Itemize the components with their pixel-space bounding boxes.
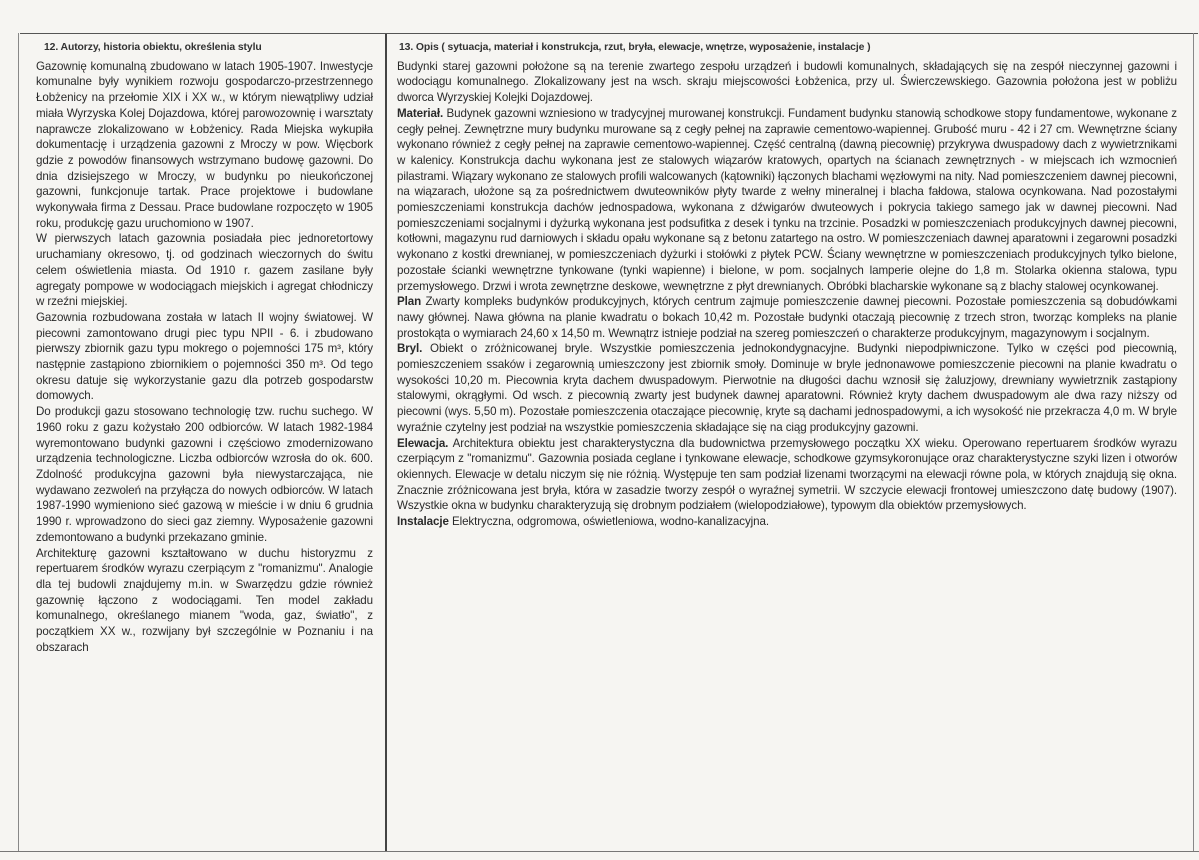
section-elevation xyxy=(397,436,1177,515)
section-text: Budynek gazowni wzniesiono w tradycyjnej murowanej konstrukcji. Fundament budynku stanowią schodkowe stopy fundamentowe, wykonane z cegły pełnej. Zewnętrzne mury budynku murowane są z cegły pełnej na zaprawie cementowo-wapiennej. Grubość muru - 42 i 27 cm. Wewnętrzne ściany wykonano również z cegły pełnej na zaprawie cementowo-wapiennej. Część centralną (dawną piecownię) przykrywa dwuspadowy dach z wywietrznikami w kalenicy. Konstrukcja dachu wykonana jest ze stalowych wiązarów kratowych, opartych na ścianach zewnętrznych - w miejscach ich wzmocnień pilastrami. Wiązary wykonano ze stalowych profili walcowanych (kątowniki) łączonych blachami węzłowymi na nity. Nad pomieszczeniem dawnej piecowni, na wiązarach, ułożone są za pośrednictwem dwuteowników płyty twarde z wełny mineralnej i blacha fałdowa, stalowa ocynkowana. Nad pozostałymi pomieszczeniami konstrukcja dachów jednospadowa, wykonana z dźwigarów dwuteowych i pokrycia takiego samego jak w dawnej piecowni. Nad pomieszczeniami socjalnymi i dyżurką wykonana jest podsufitka z desek i tynku na trzcinie. Posadzki w pomieszczeniach produkcyjnych dawnej piecowni, kotłowni, magazynu rud darniowych i składu opału wykonane są z betonu zatartego na ostro. W pomieszczeniach dawnej aparatowni i zegarowni posadzki wykonano z kostki drewnianej, w pomieszczeniach dyżurki i stołówki z płytek PCW. Ściany wewnętrzne w pomieszczeniach produkcyjnych tylko bielone, pozostałe ścianki wewnętrzne tynkowane (tynki wapienne) i bielone, w pom. socjalnych lamperie olejne do 1,8 m. Stolarka okienna stalowa, typu przemysłowego. Drzwi i wrota zewnętrzne deskowe, wewnętrzne z płyt drewnianych. Obróbki blacharskie wykonane są z blachy stalowej ocynkowanej. xyxy=(397,106,1177,293)
location-paragraph: Budynki starej gazowni położone są na terenie zwartego zespołu urządzeń i budowli komunalnych, składających się na zespół nieczynnej gazowni i wodociągu komunalnego. Zlokalizowany jest na wsch. skraju miejscowości Łobżenica, przy ul. Świerczewskiego. Gazownia położona jest w pobliżu dworca Wyrzyskiej Kolejki Dojazdowej. xyxy=(397,59,1177,105)
section-text: Architektura obiektu jest charakterystyczna dla budownictwa przemysłowego początku XX wieku. Operowano repertuarem środków wyrazu czerpiącym z "romanizmu". Gazownia posiada ceglane i tynkowane elewacje, schodkowe gzymsykoronujące oraz charakterystyczne szyki lizen i otworów okiennych. Elewacje w detalu niczym się nie różnią. Występuje ten sam podział lizenami tworzącymi na elewacji równe pola, w których znajdują się okna. Znacznie zróżnicowana jest bryła, która w zasadzie tworzy zespół o wyraźnej symetrii. W szczycie elewacji frontowej umieszczono datę budowy (1907). Wszystkie okna w budynku charakteryzują się drobnym podziałem (wielopodziałowe), typowym dla obiektów przemysłowych. xyxy=(397,436,1177,513)
section-label: Elewacja. xyxy=(397,436,449,450)
section-label: Bryl. xyxy=(397,342,423,356)
frame-right-line xyxy=(1193,33,1194,851)
description-heading: 13. Opis ( sytuacja, materiał i konstrukcja, rzut, bryła, elewacje, wnętrze, wyposażenie, instalacje ) xyxy=(399,42,871,53)
history-paragraph: Architekturę gazowni kształtowano w duchu historyzmu z repertuarem środków wyrazu czerpiącym z "romanizmu". Analogie dla tej budowli znajdujemy m.in. w Swarzędzu gdzie również gazownię łączono z wodociągami. Ten model zakładu komunalnego, określanego mianem "woda, gaz, światło", z początkiem XX w., rozwijany był szczególnie w Poznaniu i na obszarach xyxy=(36,546,373,654)
section-massing xyxy=(397,341,1177,435)
section-text: Obiekt o zróżnicowanej bryle. Wszystkie pomieszczenia jednokondygnacyjne. Budynki niepodpiwniczone. Tylko w części pod piecownią, pomieszczeniem ssaków i zegarownią umieszczony jest zbiornik smoły. Dominuje w bryle jednonawowe pomieszczenie piecowni na planie kwadratu o wysokości 10,20 m. Piecownia kryta dachem dwuspadowym. Pierwotnie na długości dachu wznosił się żaluzjowy, drewniany wywietrznik zastąpiony stalowymi, okrągłymi. Od wsch. z piecownią zwarty jest budynek dawnej aparatowni. Również kryty dachem dwuspadowym ale dwa razy niższy od piecowni (wys. 5,50 m). Pozostałe pomieszczenia otaczające piecownię, kryte są dachami jednospadowymi, a ich wysokość nie przekracza 4,0 m. W bryle wyraźnie czytelny jest podział na wszystkie pomieszczenia składające się na ciąg produkcyjny gazowni. xyxy=(397,342,1177,434)
section-plan xyxy=(397,294,1177,341)
frame-top-line xyxy=(20,33,1198,34)
description-column xyxy=(397,40,1177,530)
section-text: Elektryczna, odgromowa, oświetleniowa, wodno-kanalizacyjna. xyxy=(448,515,769,529)
history-heading: 12. Autorzy, historia obiektu, określenia stylu xyxy=(44,42,262,53)
section-label: Materiał. xyxy=(397,106,444,120)
section-label: Plan xyxy=(397,295,422,309)
history-column xyxy=(36,40,373,655)
history-paragraph: W pierwszych latach gazownia posiadała piec jednoretortowy uruchamiany okresowo, tj. od godzinach wieczornych do świtu celem oświetlenia miasta. Od 1910 r. gazem zasilane były agregaty pompowe w wodociągach miejskich i agregat chłodniczy w rzeźni miejskiej. xyxy=(36,232,373,309)
section-label: Instalacje xyxy=(397,515,449,529)
history-paragraph: Gazownię komunalną zbudowano w latach 1905-1907. Inwestycje komunalne były wynikiem rozwoju gospodarczo-przestrzennego Łobżenicy na przełomie XIX i XX w., w którym niewątpliwy udział miała Wyrzyska Kolej Dojazdowa, której parowozownię i warsztaty naprawcze zlokalizowano w Łobżenicy. Rada Miejska wykupiła dokumentację i urządzenia gazowni z Mroczy w pow. Więcbork gdzie z powodów finansowych wstrzymano budowę gazowni. Do dnia dzisiejszego w Mroczy, w budynku po nieukończonej gazowni, funkcjonuje tartak. Prace projektowe i budowlane wykonywała firma z Dessau. Prace budowlane rozpoczęto w 1905 roku, produkcję gazu uruchomiono w 1907. xyxy=(36,59,373,230)
history-paragraph: Do produkcji gazu stosowano technologię tzw. ruchu suchego. W 1960 roku z gazu kożystało 200 odbiorców. W latach 1982-1984 wyremontowano budynki gazowni i częściowo zmodernizowano urządzenia technologiczne. Liczba odbiorców wzrosła do ok. 600. Zdolność produkcyjna gazowni była niewystarczająca, nie wydawano zezwoleń na przyłącza do nowych odbiorców. W latach 1987-1990 wymieniono sieć gazową w mieście i w dniu 6 grudnia 1990 r. wprowadzono do sieci gaz ziemny. Wyposażenie gazowni zdemontowano a budynki przekazano gminie. xyxy=(36,405,373,544)
frame-bottom-line xyxy=(0,851,1199,852)
section-text: Zwarty kompleks budynków produkcyjnych, których centrum zajmuje pomieszczenie dawnej piecowni. Pozostałe pomieszczenia są dobudówkami nawy głównej. Nawa główna na planie kwadratu o bokach 10,42 m. Pozostałe budynki otaczają piecownię z trzech stron, tworząc kompleks na planie prostokąta o wymiarach 24,60 x 14,50 m. Wewnątrz istnieje podział na szereg pomieszczeń o charakterze produkcyjnym, magazynowym i socjalnym. xyxy=(397,295,1177,340)
section-material xyxy=(397,106,1177,294)
section-installations xyxy=(397,514,1177,530)
frame-left-line xyxy=(18,33,19,851)
column-divider xyxy=(385,34,387,851)
history-paragraph: Gazownia rozbudowana została w latach II wojny światowej. W piecowni zamontowano drugi piec typu NPII - 6. i zbudowano pierwszy zbiornik gazu typu mokrego o pojemności 175 m³, który następnie zastąpiono zbiornikiem o pojemności 350 m³. Od tego okresu datuje się wykorzystanie gazu dla potrzeb gospodarstw domowych. xyxy=(36,310,373,403)
